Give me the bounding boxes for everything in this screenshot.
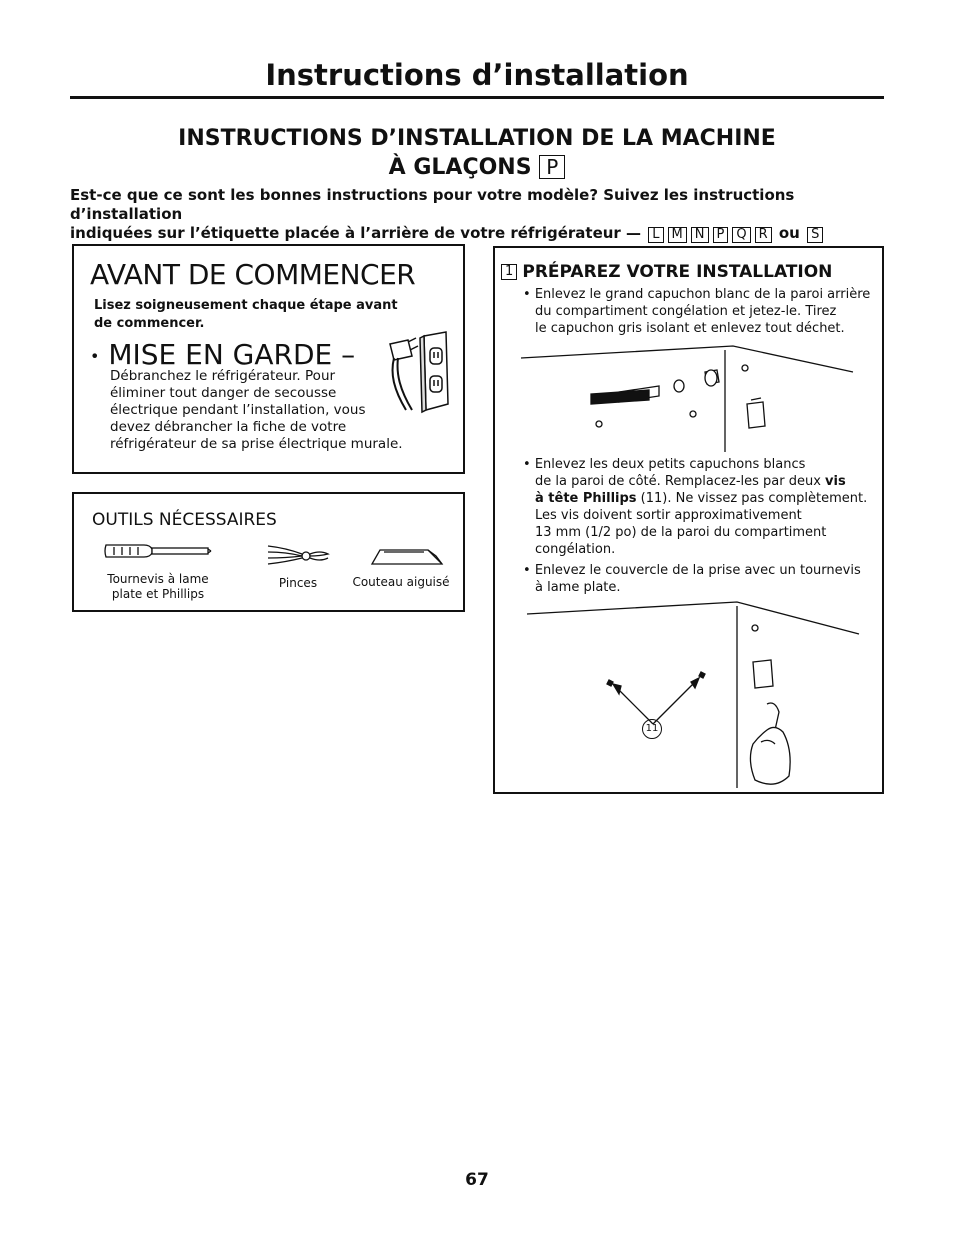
- title-rule: [70, 96, 884, 99]
- bullet-line: [523, 473, 873, 490]
- step1-bullet2: [523, 456, 873, 558]
- knife-caption: Couteau aiguisé: [352, 575, 450, 589]
- bullet-bold-text: à tête Phillips: [535, 491, 637, 506]
- bullet-bold-text: vis: [825, 474, 846, 489]
- model-badge: P: [713, 227, 729, 243]
- bullet-line: congélation.: [535, 542, 616, 557]
- bullet-line: [523, 562, 873, 579]
- step1-bullet1: [523, 286, 873, 337]
- pliers-caption: Pinces: [278, 576, 318, 590]
- screwdriver-icon: [104, 541, 212, 561]
- bullet-char: •: [523, 287, 531, 302]
- bullet-text: (11). Ne vissez pas complètement.: [636, 491, 868, 506]
- utility-knife-icon: [370, 546, 444, 566]
- model-badge: M: [668, 227, 687, 243]
- step1-heading: [501, 262, 832, 282]
- freezer-back-wall-illustration: [519, 342, 859, 454]
- step1-title: PRÉPAREZ VOTRE INSTALLATION: [522, 262, 833, 282]
- caution-title: MISE EN GARDE –: [108, 338, 356, 371]
- caution-bullet: •: [90, 346, 100, 366]
- section-title-line2-text: À GLAÇONS: [388, 155, 532, 180]
- model-badge: L: [648, 227, 663, 243]
- step-number-badge: 1: [501, 264, 517, 280]
- bullet-char: •: [523, 457, 531, 472]
- caution-line: réfrigérateur de sa prise électrique murale.: [110, 436, 403, 452]
- caution-line: devez débrancher la fiche de votre: [110, 419, 347, 435]
- screwdriver-caption-line2: plate et Phillips: [111, 587, 205, 601]
- bullet-line: 13 mm (1/2 po) de la paroi du compartiment: [535, 525, 827, 540]
- bullet-line: à lame plate.: [535, 580, 621, 595]
- before-note-line2: de commencer.: [94, 316, 205, 331]
- bullet-text: Enlevez les deux petits capuchons blancs: [534, 457, 806, 472]
- model-badge: Q: [732, 227, 750, 243]
- bullet-line: [523, 490, 873, 507]
- tools-box: [72, 492, 465, 612]
- bullet-line: du compartiment congélation et jetez-le. Tirez: [535, 304, 837, 319]
- caution-line: Débranchez le réfrigérateur. Pour: [110, 368, 336, 384]
- section-title: [70, 124, 884, 182]
- intro-text: [70, 186, 884, 243]
- bullet-line: Les vis doivent sortir approximativement: [535, 508, 802, 523]
- intro-line1: Est-ce que ce sont les bonnes instructions pour votre modèle? Suivez les instructions d’installation: [70, 186, 795, 223]
- freezer-side-wall-illustration: [523, 600, 863, 790]
- screwdriver-caption-line1: Tournevis à lame: [107, 572, 209, 586]
- screwdriver-caption: [96, 572, 220, 602]
- step1-bullet3: [523, 562, 873, 596]
- callout-11: 11: [642, 719, 662, 739]
- intro-line2: [70, 224, 884, 243]
- caution-heading: [90, 338, 355, 371]
- bullet-char: •: [523, 563, 531, 578]
- before-you-begin-box: [72, 244, 465, 474]
- caution-line: électrique pendant l’installation, vous: [110, 402, 366, 418]
- intro-line2-text: indiquées sur l’étiquette placée à l’arrière de votre réfrigérateur —: [70, 224, 642, 242]
- page-title: Instructions d’installation: [265, 58, 689, 92]
- model-badge: N: [691, 227, 709, 243]
- before-title: AVANT DE COMMENCER: [90, 258, 416, 291]
- section-title-line2: [70, 153, 884, 182]
- page-number: 67: [465, 1170, 489, 1190]
- bullet-line: [523, 286, 873, 303]
- bullet-text: Enlevez le grand capuchon blanc de la paroi arrière: [534, 287, 871, 302]
- model-badge: S: [807, 227, 823, 243]
- before-note-line1: Lisez soigneusement chaque étape avant: [94, 298, 398, 313]
- tools-title: OUTILS NÉCESSAIRES: [92, 510, 277, 530]
- before-note: [94, 297, 398, 333]
- caution-line: éliminer tout danger de secousse: [110, 385, 337, 401]
- bullet-line: le capuchon gris isolant et enlevez tout déchet.: [535, 321, 845, 336]
- section-title-line1: INSTRUCTIONS D’INSTALLATION DE LA MACHINE: [178, 126, 776, 151]
- bullet-text: Enlevez le couvercle de la prise avec un tournevis: [534, 563, 861, 578]
- model-badge: R: [755, 227, 772, 243]
- step1-box: [493, 246, 884, 794]
- or-word: ou: [778, 224, 800, 242]
- model-badge-p: P: [539, 155, 565, 179]
- bullet-line: [523, 456, 873, 473]
- bullet-text: de la paroi de côté. Remplacez-les par deux: [535, 474, 826, 489]
- outlet-plug-illustration: [380, 330, 454, 416]
- pliers-icon: [266, 544, 330, 566]
